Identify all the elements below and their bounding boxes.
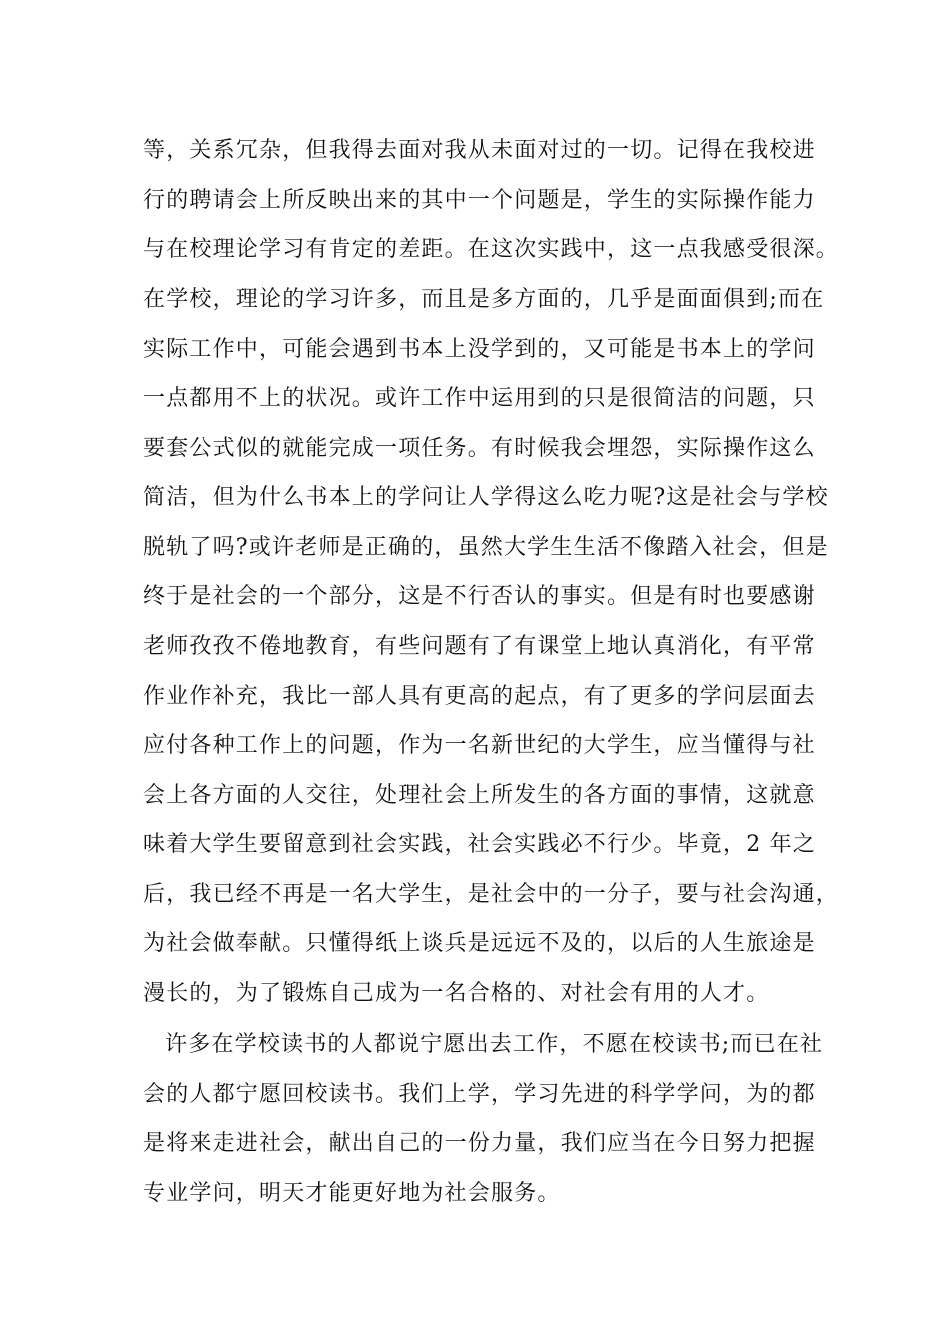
text-line: 后，我已经不再是一名大学生，是社会中的一分子，要与社会沟通， [143,882,840,907]
text-line: 行的聘请会上所反映出来的其中一个问题是，学生的实际操作能力 [143,188,816,213]
text-line: 会上各方面的人交往，处理社会上所发生的各方面的事情，这就意 [143,783,816,808]
text-line: 专业学问，明天才能更好地为社会服务。 [143,1181,561,1206]
text-line: 为社会做奉献。只懂得纸上谈兵是远远不及的，以后的人生旅途是 [143,931,816,956]
text-line: 应付各种工作上的问题，作为一名新世纪的大学生，应当懂得与社 [143,733,816,758]
text-line: 终于是社会的一个部分，这是不行否认的事实。但是有时也要感谢 [143,584,816,609]
text-line: 漫长的，为了锻炼自己成为一名合格的、对社会有用的人才。 [143,981,770,1006]
text-line: 实际工作中，可能会遇到书本上没学到的，又可能是书本上的学问 [143,337,816,362]
text-line: 要套公式似的就能完成一项任务。有时候我会埋怨，实际操作这么 [143,436,816,461]
text-line: 许多在学校读书的人都说宁愿出去工作，不愿在校读书;而已在社 [165,1032,824,1057]
text-line: 与在校理论学习有肯定的差距。在这次实践中，这一点我感受很深。 [143,237,840,262]
text-line: 脱轨了吗?或许老师是正确的，虽然大学生生活不像踏入社会，但是 [143,535,829,560]
text-line: 是将来走进社会，献出自己的一份力量，我们应当在今日努力把握 [143,1131,816,1156]
text-line: 会的人都宁愿回校读书。我们上学，学习先进的科学学问，为的都 [143,1082,816,1107]
text-line: 老师孜孜不倦地教育，有些问题有了有课堂上地认真消化，有平常 [143,634,816,659]
text-line: 一点都用不上的状况。或许工作中运用到的只是很简洁的问题，只 [143,386,816,411]
text-line: 在学校，理论的学习许多，而且是多方面的，几乎是面面俱到;而在 [143,287,825,312]
text-line: 简洁，但为什么书本上的学问让人学得这么吃力呢?这是社会与学校 [143,485,829,510]
text-line: 作业作补充，我比一部人具有更高的起点，有了更多的学问层面去 [143,684,816,709]
text-line: 等，关系冗杂，但我得去面对我从未面对过的一切。记得在我校进 [143,138,816,163]
text-line: 味着大学生要留意到社会实践，社会实践必不行少。毕竟，2 年之 [143,832,816,857]
